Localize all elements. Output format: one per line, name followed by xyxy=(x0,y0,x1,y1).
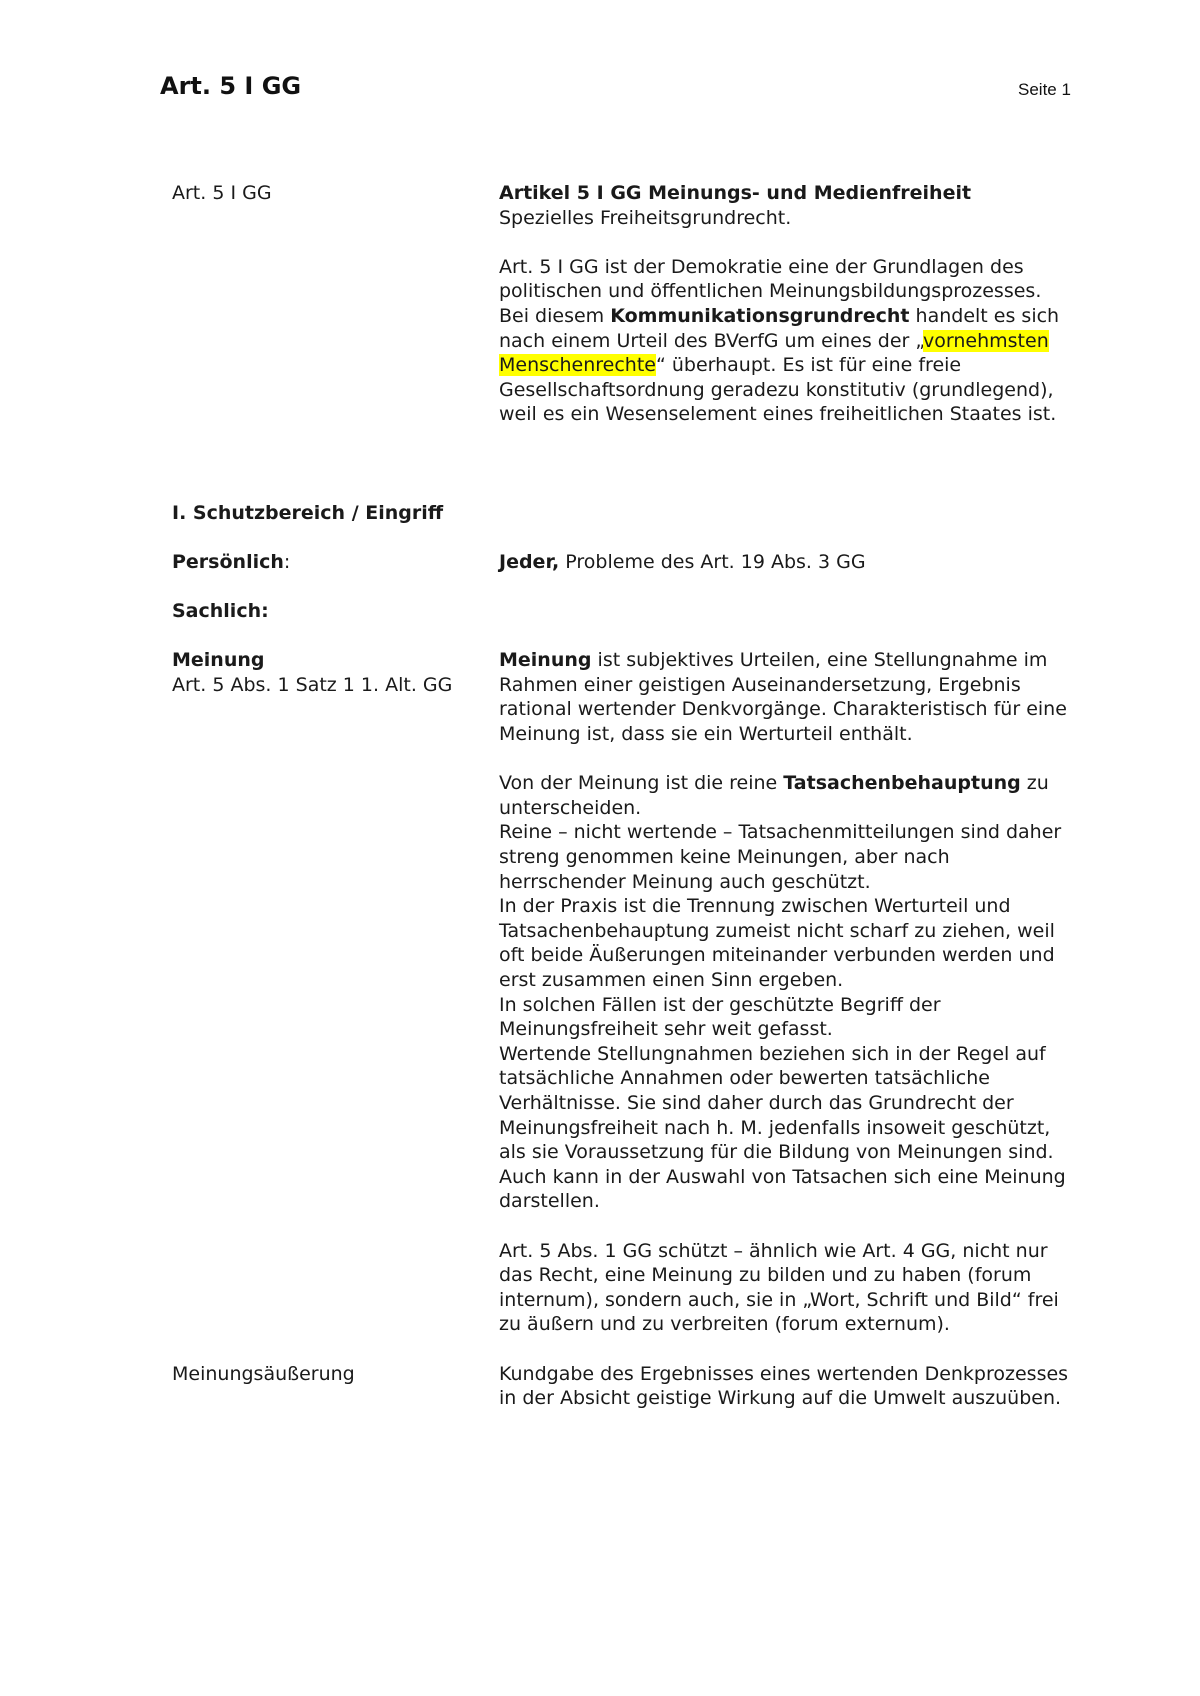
meinung-row xyxy=(172,648,1072,1337)
material-label: Sachlich: xyxy=(172,600,269,623)
meinung-sublabel: Art. 5 Abs. 1 Satz 1 1. Alt. GG xyxy=(172,673,453,696)
highlighted-text: vornehmsten Menschenrechte xyxy=(499,329,1049,377)
personal-text: Probleme des Art. 19 Abs. 3 GG xyxy=(559,550,866,573)
paragraph-line: Wertende Stellungnahmen beziehen sich in der Regel auf tatsächliche Annahmen oder bewerten tatsächliche Verhältnisse. Sie sind daher durch das Grundrecht der Meinungsfreiheit nach h. M. jedenfalls insoweit geschützt, als sie Voraussetzung für die Bildung von Meinungen sind. xyxy=(499,1042,1054,1164)
tatsachen-bold: Tatsachenbehauptung xyxy=(783,772,1021,795)
article-subheading: Spezielles Freiheitsgrundrecht. xyxy=(499,206,792,229)
personal-label xyxy=(172,550,499,575)
meinung-def-text: ist subjektives Urteilen, eine Stellungnahme im Rahmen einer geistigen Auseinandersetzung, Ergebnis rational wertender Denkvorgänge. Charakteristisch für eine Meinung ist, dass sie ein Werturteil enthält. xyxy=(499,649,1067,746)
meinung-def-bold: Meinung xyxy=(499,649,592,672)
paragraph-line: Reine – nicht wertende – Tatsachenmitteilungen sind daher streng genommen keine Meinungen, aber nach herrschender Meinung auch geschützt. xyxy=(499,821,1062,893)
aeusserung-label: Meinungsäußerung xyxy=(172,1362,355,1385)
forum-paragraph: Art. 5 Abs. 1 GG schützt – ähnlich wie Art. 4 GG, nicht nur das Recht, eine Meinung zu bilden und zu haben (forum internum), sondern auch, sie in „Wort, Schrift und Bild“ frei zu äußern und zu verbreiten (forum externum). xyxy=(499,1239,1059,1336)
meinung-content xyxy=(499,648,1072,1337)
intro-content xyxy=(499,181,1072,427)
aeusserung-row xyxy=(172,1362,1072,1411)
tatsachen-intro xyxy=(499,771,1072,820)
meinung-label: Meinung xyxy=(172,649,265,672)
intro-text-b: handelt es sich nach einem Urteil des BVerfG um eines der „ xyxy=(499,304,1060,352)
paragraph-line: Auch kann in der Auswahl von Tatsachen sich eine Meinung darstellen. xyxy=(499,1165,1066,1213)
personal-label-text: Persönlich xyxy=(172,550,284,573)
personal-label-colon: : xyxy=(283,550,291,573)
intro-paragraph xyxy=(499,255,1072,427)
intro-label: Art. 5 I GG xyxy=(172,182,272,204)
meinung-label-block xyxy=(172,648,499,1337)
header-title: Art. 5 I GG xyxy=(160,72,302,100)
document-body xyxy=(172,181,1072,1411)
paragraph-line: In der Praxis ist die Trennung zwischen Werturteil und Tatsachenbehauptung zumeist nicht scharf zu ziehen, weil oft beide Äußerungen miteinander verbunden werden und erst zusammen einen Sinn ergeben. xyxy=(499,895,1055,992)
intro-row xyxy=(172,181,1072,427)
article-heading: Artikel 5 I GG Meinungs- und Medienfreiheit xyxy=(499,182,972,204)
page-number: Seite 1 xyxy=(1018,80,1071,99)
tatsachen-text-a: Von der Meinung ist die reine xyxy=(499,772,784,795)
tatsachen-text-b: zu unterscheiden. xyxy=(499,772,1049,819)
paragraph-line: In solchen Fällen ist der geschützte Begriff der Meinungsfreiheit sehr weit gefasst. xyxy=(499,993,941,1041)
personal-bold: Jeder, xyxy=(499,550,560,573)
intro-text-a: Art. 5 I GG ist der Demokratie eine der Grundlagen des politischen und öffentlichen Meinungsbildungsprozesses. Bei diesem xyxy=(499,255,1042,327)
aeusserung-text: Kundgabe des Ergebnisses eines wertenden Denkprozesses in der Absicht geistige Wirkung auf die Umwelt auszuüben. xyxy=(499,1362,1069,1410)
section-title: I. Schutzbereich / Eingriff xyxy=(172,501,444,524)
personal-row xyxy=(172,550,1072,575)
personal-content xyxy=(499,550,1072,575)
meinung-definition xyxy=(499,648,1072,746)
intro-text-c: “ überhaupt. Es ist für eine freie Gesellschaftsordnung geradezu konstitutiv (grundlegend), weil es ein Wesenselement eines freiheitlichen Staates ist. xyxy=(499,354,1057,426)
intro-bold-term: Kommunikationsgrundrecht xyxy=(610,304,910,327)
